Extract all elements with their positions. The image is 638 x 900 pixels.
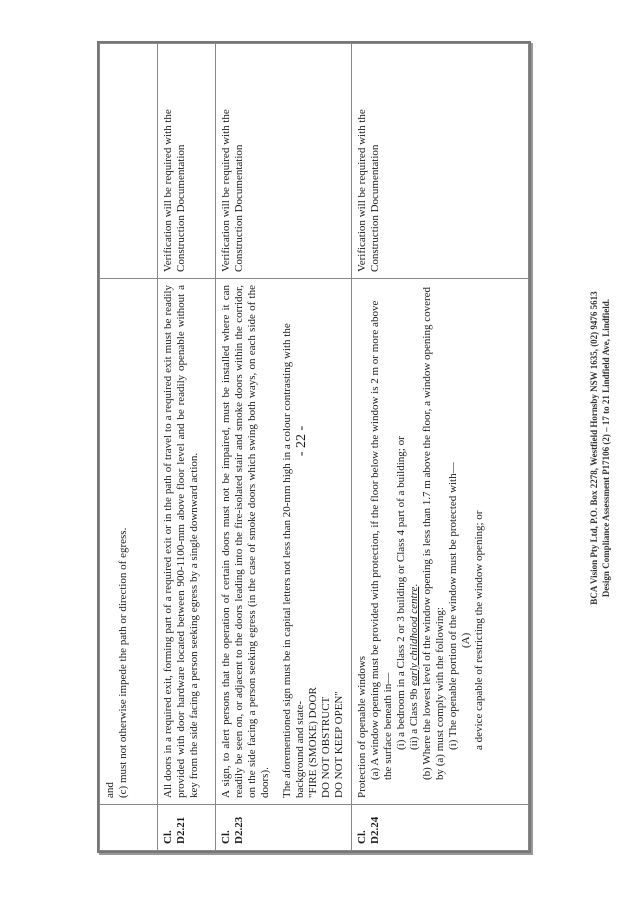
- requirement-text: and: [104, 782, 116, 798]
- table-row: [100, 44, 158, 851]
- requirement-text: The aforementioned sign must be in capital letters not less than 20-mm high in a colour contrasting with the background and state-: [281, 323, 306, 798]
- requirement-cell: [216, 279, 352, 805]
- requirement-item: (b) Where the lowest level of the window opening is less than 1.7 m above the floor, a window opening covered by (a) must comply with the following:: [421, 286, 446, 780]
- clause-ref-cell: [100, 805, 158, 851]
- requirement-item: a device capable of restricting the window opening; or: [473, 510, 485, 750]
- table-row: [158, 44, 216, 851]
- footer-line-2: Design Compliance Assessment P17106 (2) – 17 to 21 Lindfield Ave, Lindfield.: [601, 298, 611, 598]
- requirement-item: (A): [460, 632, 472, 648]
- requirement-cell: [352, 279, 529, 805]
- requirement-item: (i) The openable portion of the window must be protected with—: [447, 462, 459, 750]
- requirement-item: (i) a bedroom in a Class 2 or 3 building or Class 4 part of a building; or: [395, 436, 407, 750]
- requirement-text: (c) must not otherwise impede the path or direction of egress.: [117, 527, 129, 798]
- sign-text: "FIRE (SMOKE) DOOR: [307, 687, 319, 798]
- sign-text: DO NOT OBSTRUCT: [320, 696, 332, 798]
- table-row: [216, 44, 352, 851]
- requirement-cell: All doors in a required exit, forming part of a required exit or in the path of travel to a required exit must be readily provided with door hardware located between 900-1100-mm above floor level and be readily openable without a key from the side facing a person seeking egress by a single downward action.: [158, 279, 216, 805]
- requirement-text: A sign, to alert persons that the operation of certain doors must not be impaired, must be installed where it can readily be seen on, or adjacent to the doors leading into the fire-isolated stair and smoke doors within the corridor, on the side facing a person seeking egress (in the case of smoke doors which swing both ways, on each side of the doors).: [220, 285, 271, 798]
- comment-cell: Verification will be required with the Construction Documentation: [352, 44, 529, 279]
- footer-line-1: BCA Vision Pty Ltd, P.O. Box 2278, Westfield Hornsby NSW 1635, (02) 9476 5613: [589, 291, 599, 605]
- compliance-table-frame: [97, 41, 531, 853]
- comment-cell: Verification will be required with the Construction Documentation: [216, 44, 352, 279]
- requirement-item: (ii) a Class 9b early childhood centre.: [408, 583, 420, 750]
- table-row: [352, 44, 529, 851]
- clause-ref-cell: Cl. D2.23: [216, 805, 352, 851]
- compliance-table: [99, 43, 529, 851]
- requirement-heading: Protection of openable windows: [356, 655, 368, 798]
- clause-ref-cell: Cl. D2.21: [158, 805, 216, 851]
- requirement-item: (a) A window opening must be provided with protection, if the floor below the window is 2 m or more above the surface beneath in—: [369, 300, 394, 780]
- comment-cell: [100, 44, 158, 279]
- clause-ref-cell: Cl. D2.24: [352, 805, 529, 851]
- requirement-cell: [100, 279, 158, 805]
- page-number: - 22 -: [294, 425, 309, 457]
- comment-cell: Verification will be required with the Construction Documentation: [158, 44, 216, 279]
- sign-text: DO NOT KEEP OPEN": [333, 691, 345, 798]
